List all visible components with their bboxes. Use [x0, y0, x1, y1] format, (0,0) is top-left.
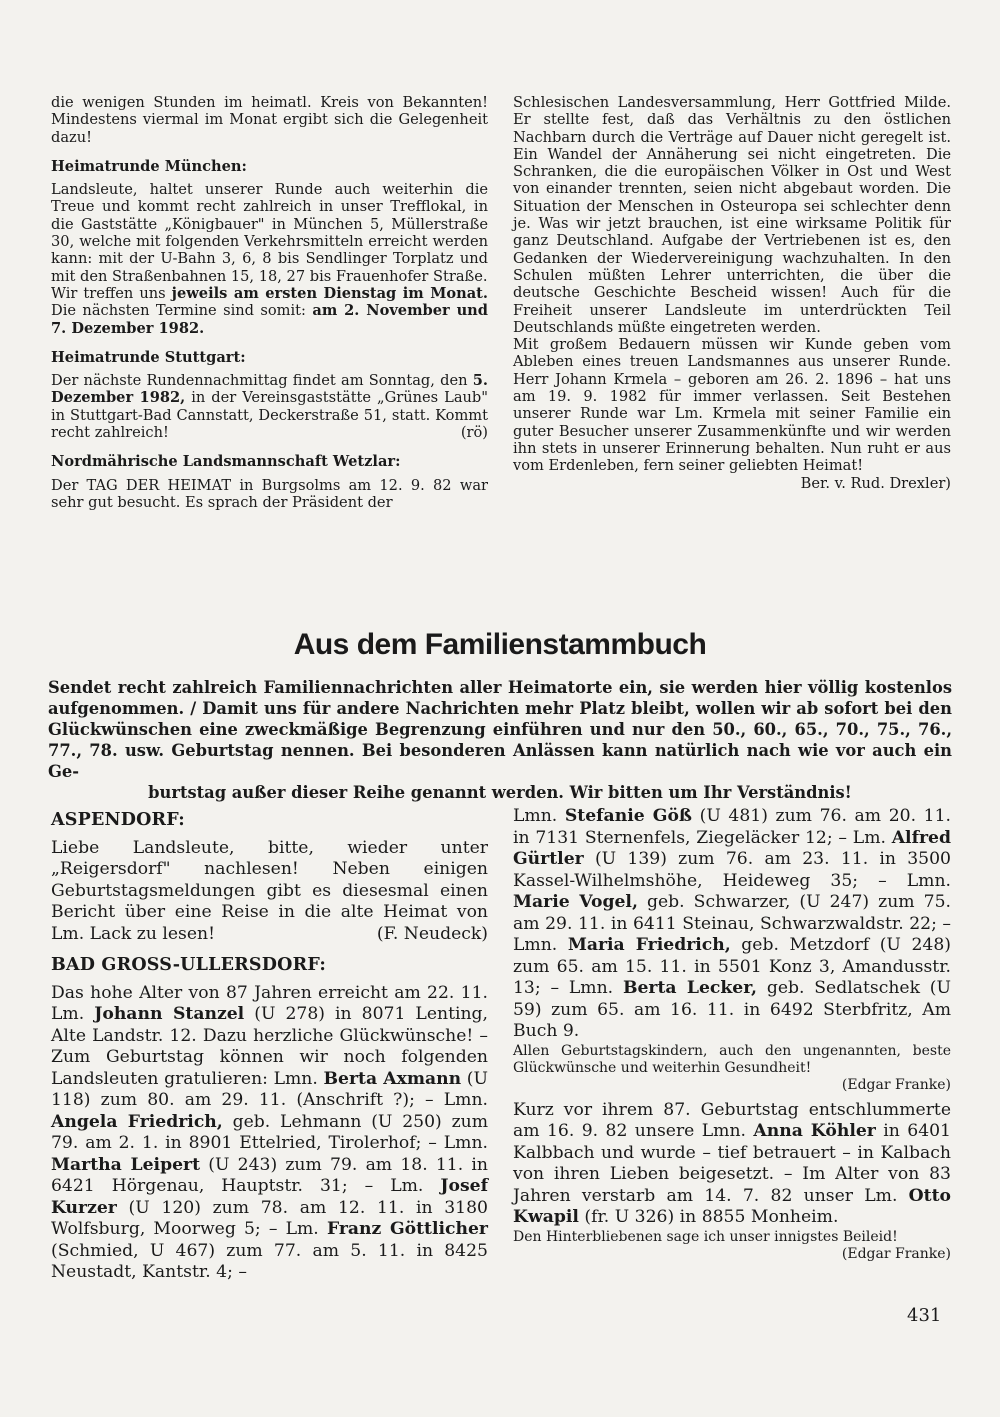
paragraph: die wenigen Stunden im heimatl. Kreis von Bekannten! Mindestens viermal im Monat ergibt sich die Gelegenheit dazu! [51, 94, 488, 146]
person-name: Alfred Gürtler [513, 827, 951, 869]
section-heading-aspendorf: ASPENDORF: [51, 810, 185, 830]
person-name: Berta Lecker, [622, 978, 758, 998]
person-name: Franz Göttlicher [326, 1219, 488, 1239]
text-run: Lmn. [513, 806, 565, 826]
text-run: Das hohe Alter von 87 Jahren erreicht am 22. 11. Lm. [51, 982, 488, 1024]
signature: (Edgar Franke) [841, 1245, 951, 1262]
paragraph: Mit großem Bedauern müssen wir Kunde geben vom Ableben eines treuen Landsmannes aus unserer Runde. Herr Johann Krmela – geboren am 26. 2. 1896 – hat uns am 19. 9. 1982 für immer verlassen. Seit Bestehen unserer Runde war Lm. Krmela mit seiner Familie ein guter Besucher unserer Zusammenkünfte und wir werden ihn stets in unserer Erinnerung behalten. Nun ruht er aus vom Erdenleben, fern seiner geliebten Heimat! [513, 336, 951, 475]
person-name: Berta Axmann [323, 1068, 462, 1089]
bottom-right-column [513, 806, 951, 1263]
text-run: (U 120) zum 78. am 12. 11. in 3180 Wolfsburg, Moorweg 5; – Lm. [51, 1197, 488, 1239]
paragraph: Landsleute, haltet unserer Runde auch weiterhin die Treue und kommt recht zahlreich in unser Trefflokal, in die Gaststätte „Königbauer" in München 5, Müllerstraße 30, welche mit folgenden Verkehrsmitteln erreicht werden kann: mit der U-Bahn 3, 6, 8 bis Sendlinger Torplatz und mit den Straßenbahnen 15, 18, 27 bis Frauenhofer Straße. [51, 181, 488, 285]
section-heading-wetzlar: Nordmährische Landsmannschaft Wetzlar: [51, 453, 401, 471]
signature: (F. Neudeck) [376, 923, 488, 944]
person-name: Maria Friedrich, [567, 935, 731, 955]
section-heading-muenchen: Heimatrunde München: [51, 157, 247, 175]
person-name: Otto Kwapil [513, 1185, 951, 1227]
text-run: (U 139) zum 76. am 23. 11. in 3500 Kassel-Wilhelmshöhe, Heideweg 35; – Lmn. [513, 849, 951, 891]
paragraph: Der TAG DER HEIMAT in Burgsolms am 12. 9. 82 war sehr gut besucht. Es sprach der Präsident der [51, 476, 488, 511]
text-run: geb. Schwarzer, (U 247) zum 75. am 29. 11. in 6411 Steinau, Schwarzwaldstr. 22; – Lmn. [513, 892, 951, 955]
text-run: (fr. U 326) in 8855 Monheim. [578, 1207, 839, 1227]
text-run: Die nächsten Termine sind somit: [51, 302, 313, 320]
paragraph: Allen Geburtstagskindern, auch den ungenannten, beste Glückwünsche und weiterhin Gesundheit! [513, 1042, 951, 1076]
text-run: geb. Lehmann (U 250) zum 79. am 2. 1. in 8901 Ettelried, Tirolerhof; – Lmn. [51, 1111, 488, 1153]
signature: (rö) [460, 424, 488, 442]
person-name: Josef Kurzer [51, 1176, 488, 1218]
intro-text: Sendet recht zahlreich Familiennachrichten aller Heimatorte ein, sie werden hier völlig kostenlos aufgenommen. / Damit uns für andere Nachrichten mehr Platz bleibt, wollen wir ab sofort bei den Glückwünschen eine zweckmäßige Begrenzung einführen und nur den 50., 60., 65., 70., 75., 76., 77., 78. usw. Geburtstag nennen. Bei besonderen Anlässen kann natürlich nach wie vor auch ein Ge- [48, 678, 952, 781]
paragraph [513, 1100, 951, 1229]
bold-text: 5. Dezember 1982, [51, 372, 488, 407]
text-run: geb. Metzdorf (U 248) zum 65. am 15. 11. in 5501 Konz 3, Amandusstr. 13; – Lmn. [513, 935, 951, 998]
text-run: (U 118) zum 80. am 29. 11. (Anschrift ?); – Lmn. [51, 1068, 488, 1110]
text-run: (Schmied, U 467) zum 77. am 5. 11. in 8425 Neustadt, Kantstr. 4; – [51, 1240, 488, 1282]
signature: (Edgar Franke) [841, 1076, 951, 1093]
person-name: Angela Friedrich, [51, 1111, 223, 1132]
text-run: in 6401 Kalbbach und wurde – tief betrauert – in Kalbach von ihren Lieben beigesetzt. – Im Alter von 83 Jahren verstarb am 14. 7. 82 unser Lm. [513, 1121, 951, 1206]
person-name: Anna Köhler [753, 1121, 876, 1141]
top-left-column [51, 94, 488, 511]
bottom-left-column [51, 810, 488, 1284]
text-run: Liebe Landsleute, bitte, wieder unter „Reigersdorf" nachlesen! Neben einigen Geburtstagsmeldungen gibt es diesesmal einen Bericht über eine Reise in die alte Heimat von Lm. Lack zu lesen! [51, 837, 488, 944]
signature: Ber. v. Rud. Drexler) [800, 474, 951, 492]
person-name: Johann Stanzel [94, 1004, 245, 1024]
section-heading-stuttgart: Heimatrunde Stuttgart: [51, 348, 246, 366]
paragraph [51, 983, 488, 1284]
bold-text: jeweils am ersten Dienstag im Monat. [171, 284, 488, 302]
top-right-column [513, 94, 951, 492]
text-run: (U 481) zum 76. am 20. 11. in 7131 Sternenfels, Ziegeläcker 12; – Lm. [513, 806, 951, 848]
intro-text-last: burtstag außer dieser Reihe genannt werden. Wir bitten um Ihr Verständnis! [148, 783, 852, 802]
section-heading-ullersdorf: BAD GROSS-ULLERSDORF: [51, 955, 326, 975]
text-run: Den Hinterbliebenen sage ich unser innigstes Beileid! [513, 1228, 898, 1245]
text-run: in der Vereinsgaststätte „Grünes Laub" in Stuttgart-Bad Cannstatt, Deckerstraße 51, statt. Kommt recht zahlreich! [51, 389, 488, 442]
bold-text: am 2. November und 7. Dezember 1982. [51, 302, 488, 337]
text-run: Wir treffen uns [51, 284, 172, 302]
paragraph [513, 806, 951, 1043]
text-run: Kurz vor ihrem 87. Geburtstag entschlummerte am 16. 9. 82 unsere Lmn. [513, 1099, 951, 1141]
paragraph [51, 372, 488, 441]
person-name: Marie Vogel, [513, 892, 638, 912]
person-name: Martha Leipert [51, 1154, 201, 1175]
paragraph: Schlesischen Landesversammlung, Herr Gottfried Milde. Er stellte fest, daß das Verhältnis zu den östlichen Nachbarn durch die Verträge auf Dauer nicht geregelt ist. Ein Wandel der Annäherung sei nicht eingetreten. Die Schranken, die die europäischen Völker in Ost und West von einander trennten, seien nicht abgebaut worden. Die Situation der Menschen in Osteuropa sei schlechter denn je. Was wir jetzt brauchen, ist eine wirksame Politik für ganz Deutschland. Aufgabe der Vertriebenen ist es, den Gedanken der Wiedervereinigung wachzuhalten. In den Schulen müßten Lehrer unterrichten, die über die deutsche Geschichte Bescheid wissen! Auch für die Freiheit unserer Landsleute im unterdrückten Teil Deutschlands müßte eingetreten werden. [513, 94, 951, 336]
paragraph [513, 1228, 951, 1262]
page-number: 431 [907, 1305, 942, 1326]
page-title: Aus dem Familienstammbuch [293, 628, 707, 661]
paragraph [51, 285, 488, 337]
text-run: (U 278) in 8071 Lenting, Alte Landstr. 12. Dazu herzliche Glückwünsche! – Zum Geburtstag können wir noch folgenden Landsleuten gratulieren: Lmn. [51, 1004, 489, 1089]
text-run: geb. Sedlatschek (U 59) zum 65. am 16. 11. in 6492 Sterbfritz, Am Buch 9. [513, 978, 951, 1041]
person-name: Stefanie Göß [564, 806, 692, 826]
paragraph [51, 838, 488, 946]
text-run: (U 243) zum 79. am 18. 11. in 6421 Hörgenau, Hauptstr. 31; – Lm. [51, 1154, 488, 1196]
text-run: Der nächste Rundennachmittag findet am Sonntag, den [51, 372, 473, 390]
intro-notice [48, 677, 952, 803]
